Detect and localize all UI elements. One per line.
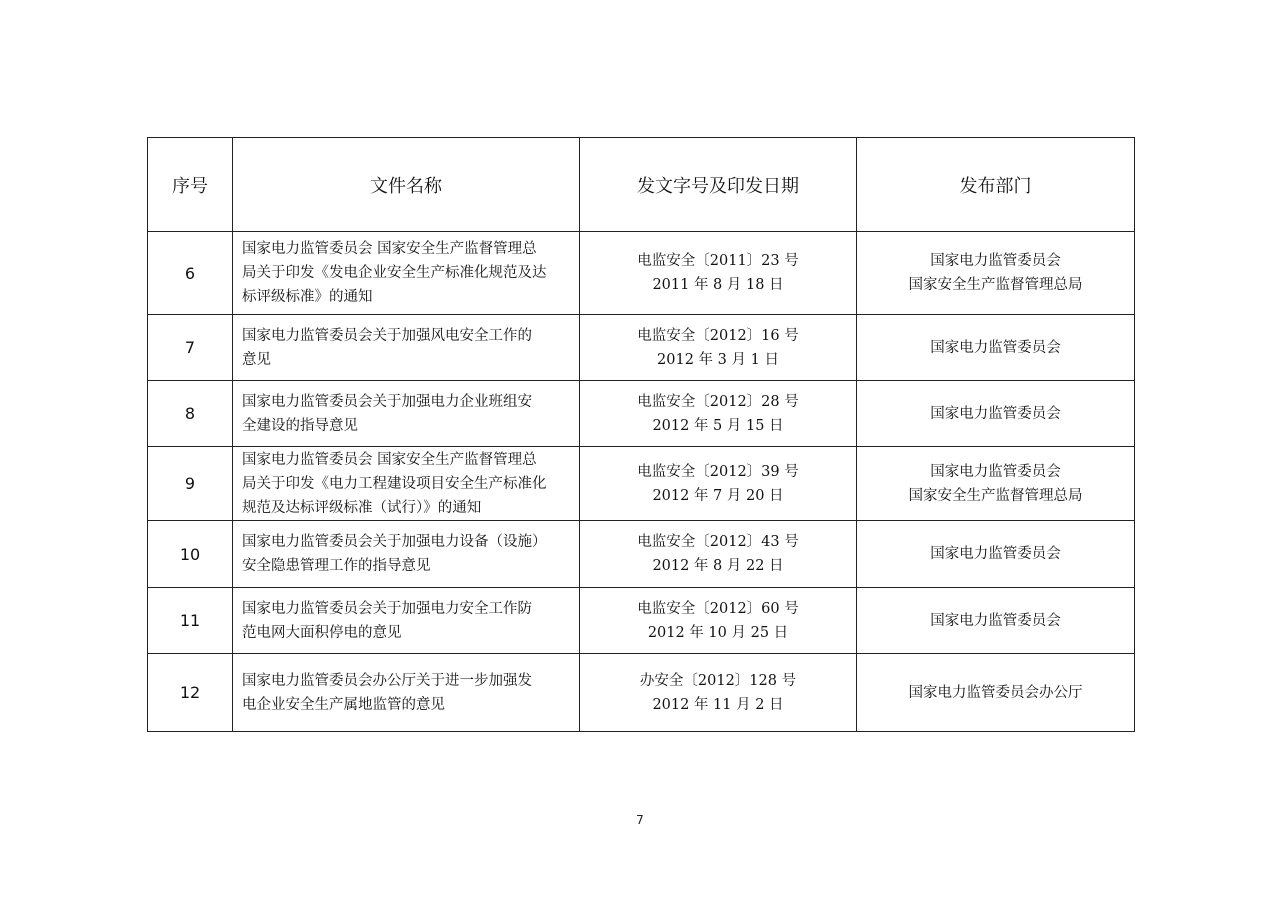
issue-date: 2012 年 7 月 20 日	[652, 487, 784, 504]
row-file-name	[233, 654, 580, 732]
file-name-line: 安全隐患管理工作的指导意见	[242, 558, 431, 574]
file-name-line: 局关于印发《电力工程建设项目安全生产标准化	[242, 475, 547, 492]
department-line: 国家电力监管委员会	[930, 463, 1061, 480]
department-line: 国家电力监管委员会	[930, 612, 1061, 629]
table-row	[148, 447, 1135, 521]
table-header	[148, 138, 1135, 232]
row-file-name	[233, 521, 580, 588]
row-department	[857, 447, 1135, 521]
issue-date: 2012 年 10 月 25 日	[647, 624, 789, 641]
doc-number: 电监安全〔2012〕43 号	[637, 534, 799, 550]
file-name-line: 国家电力监管委员会关于加强电力安全工作防	[242, 600, 532, 617]
row-index: 7	[148, 315, 233, 381]
row-file-name	[233, 588, 580, 654]
header-file-name: 文件名称	[233, 138, 580, 232]
row-file-name	[233, 232, 580, 315]
file-name-line: 全建设的指导意见	[242, 417, 358, 434]
row-department	[857, 381, 1135, 447]
department-line: 国家安全生产监督管理总局	[908, 277, 1083, 293]
file-name-line: 国家电力监管委员会 国家安全生产监督管理总	[242, 241, 537, 257]
department-line: 国家电力监管委员会	[930, 546, 1061, 562]
issue-date: 2012 年 5 月 15 日	[652, 417, 784, 434]
file-name-line: 意见	[242, 351, 271, 368]
row-doc-number-date	[580, 588, 857, 654]
table-row	[148, 381, 1135, 447]
row-department	[857, 588, 1135, 654]
row-department	[857, 521, 1135, 588]
page-number: 7	[636, 813, 644, 827]
issue-date: 2011 年 8 月 18 日	[652, 277, 784, 293]
regulation-table	[147, 137, 1135, 732]
row-doc-number-date	[580, 315, 857, 381]
row-file-name	[233, 315, 580, 381]
department-line: 国家电力监管委员会办公厅	[908, 684, 1083, 701]
department-line: 国家电力监管委员会	[930, 405, 1061, 422]
row-doc-number-date	[580, 381, 857, 447]
row-index: 6	[148, 232, 233, 315]
department-line: 国家安全生产监督管理总局	[908, 487, 1083, 504]
file-name-line: 电企业安全生产属地监管的意见	[242, 696, 445, 713]
row-doc-number-date	[580, 654, 857, 732]
department-line: 国家电力监管委员会	[930, 253, 1061, 269]
row-index: 11	[148, 588, 233, 654]
header-row	[148, 138, 1135, 232]
issue-date: 2012 年 8 月 22 日	[652, 558, 784, 574]
table-body	[148, 232, 1135, 732]
row-file-name	[233, 381, 580, 447]
file-name-line: 国家电力监管委员会关于加强电力企业班组安	[242, 393, 532, 410]
issue-date: 2012 年 3 月 1 日	[657, 351, 779, 368]
doc-number: 电监安全〔2012〕16 号	[637, 327, 799, 344]
file-name-line: 国家电力监管委员会办公厅关于进一步加强发	[242, 672, 532, 689]
header-doc-number-date: 发文字号及印发日期	[580, 138, 857, 232]
row-doc-number-date	[580, 521, 857, 588]
row-index: 12	[148, 654, 233, 732]
row-doc-number-date	[580, 232, 857, 315]
doc-number: 电监安全〔2012〕28 号	[637, 393, 799, 410]
doc-number: 电监安全〔2011〕23 号	[637, 253, 799, 269]
table-row	[148, 315, 1135, 381]
doc-number: 电监安全〔2012〕60 号	[637, 600, 799, 617]
file-name-line: 局关于印发《发电企业安全生产标准化规范及达	[242, 265, 547, 281]
row-doc-number-date	[580, 447, 857, 521]
row-department	[857, 232, 1135, 315]
row-file-name	[233, 447, 580, 521]
file-name-line: 范电网大面积停电的意见	[242, 624, 402, 641]
doc-number: 办安全〔2012〕128 号	[639, 672, 797, 689]
header-index: 序号	[148, 138, 233, 232]
row-department	[857, 654, 1135, 732]
file-name-line: 国家电力监管委员会关于加强风电安全工作的	[242, 327, 532, 344]
row-department	[857, 315, 1135, 381]
issue-date: 2012 年 11 月 2 日	[652, 696, 784, 713]
header-department: 发布部门	[857, 138, 1135, 232]
table-row	[148, 654, 1135, 732]
file-name-line: 国家电力监管委员会 国家安全生产监督管理总	[242, 451, 537, 468]
table-row	[148, 232, 1135, 315]
file-name-line: 国家电力监管委员会关于加强电力设备（设施）	[242, 534, 547, 550]
table-row	[148, 588, 1135, 654]
table-row	[148, 521, 1135, 588]
file-name-line: 规范及达标评级标准（试行）》的通知	[242, 499, 482, 516]
department-line: 国家电力监管委员会	[930, 339, 1061, 356]
file-name-line: 标评级标准》的通知	[242, 289, 373, 305]
doc-number: 电监安全〔2012〕39 号	[637, 463, 799, 480]
row-index: 9	[148, 447, 233, 521]
row-index: 10	[148, 521, 233, 588]
row-index: 8	[148, 381, 233, 447]
